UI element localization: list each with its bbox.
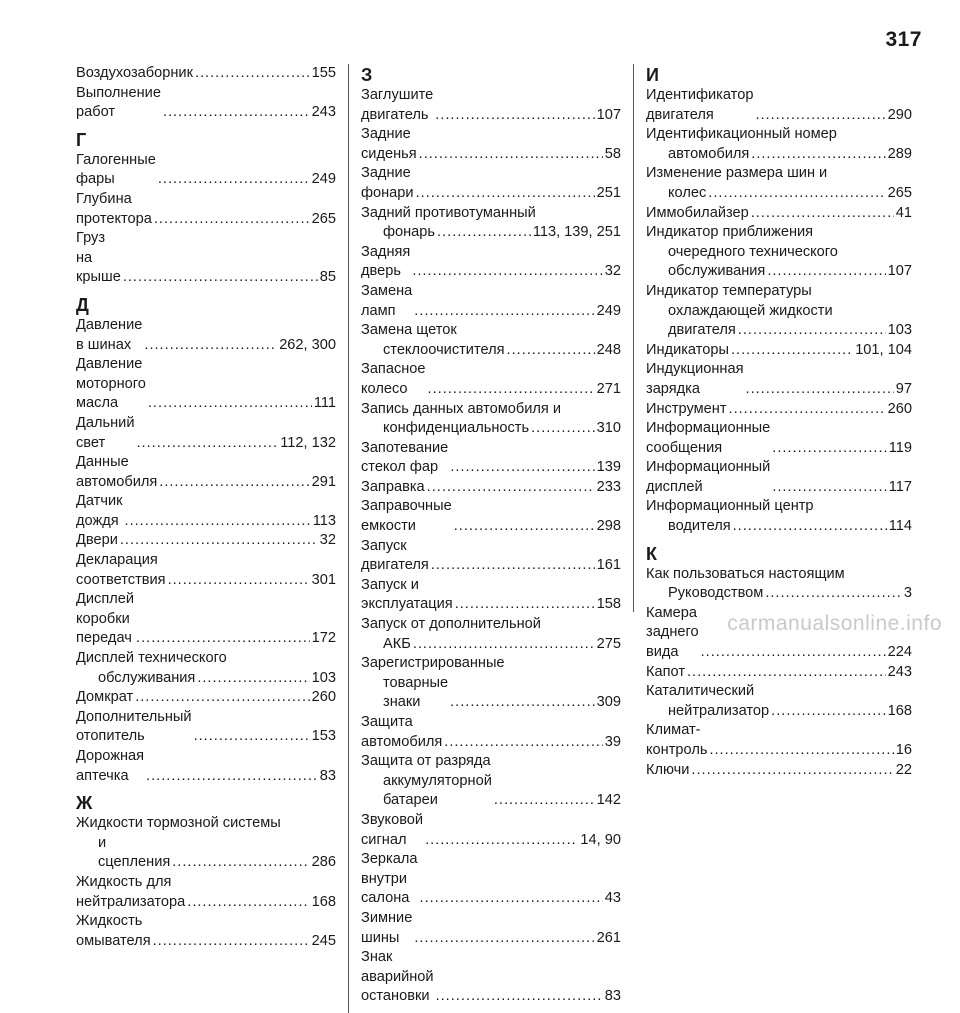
entry-term-line: Декларация соответствия: [76, 552, 166, 588]
leader-dots: [414, 929, 594, 949]
entry-term-line: Камера заднего вида: [646, 604, 703, 661]
index-column-2: [348, 64, 633, 1013]
entry-term-line: Знак аварийной остановки: [361, 949, 438, 1005]
index-group: [361, 64, 621, 1007]
entry-term-line: Дальний свет: [76, 414, 139, 451]
index-entry[interactable]: [646, 223, 912, 282]
index-entry[interactable]: [361, 282, 621, 321]
leader-dots: [738, 321, 886, 341]
entry-term-line: охлаждающей жидкости: [668, 302, 833, 319]
leader-dots: [427, 478, 595, 498]
leader-dots: [729, 400, 886, 420]
leader-dots: [425, 831, 578, 851]
entry-term-line: Воздухозаборник: [76, 65, 193, 81]
entry-pages: 83: [604, 988, 621, 1005]
leader-dots: [125, 512, 311, 532]
entry-pages: 251: [596, 184, 621, 201]
entry-pages: 111: [313, 395, 336, 412]
index-entry[interactable]: [361, 537, 621, 576]
entry-pages: 286: [311, 854, 336, 871]
leader-dots: [436, 987, 603, 1007]
index-group: [76, 294, 336, 786]
leader-dots: [123, 268, 318, 288]
leader-dots: [428, 380, 595, 400]
leader-dots: [158, 170, 310, 190]
index-entry[interactable]: [361, 439, 621, 478]
entry-term-line: обслуживания: [98, 669, 196, 686]
index-entry[interactable]: [361, 811, 621, 850]
leader-dots: [531, 419, 595, 439]
entry-term-line: Задние фонари: [361, 165, 415, 201]
section-letter: К: [646, 543, 657, 564]
index-entry[interactable]: [361, 615, 621, 654]
leader-dots: [454, 517, 595, 537]
entry-term-line: автомобиля: [668, 145, 750, 162]
entry-term-line: Каталитический: [646, 683, 755, 700]
index-entry[interactable]: [361, 86, 621, 125]
index-entry[interactable]: [646, 761, 912, 781]
index-entry[interactable]: [76, 912, 336, 951]
leader-dots: [691, 761, 893, 781]
leader-dots: [414, 302, 594, 322]
entry-term-line: Заглушите двигатель: [361, 87, 438, 123]
leader-dots: [708, 184, 885, 204]
entry-term-line: Информационные сообщения: [646, 420, 775, 456]
entry-pages: 119: [888, 439, 912, 456]
entry-pages: 275: [596, 635, 621, 652]
entry-term-line: Запуск от дополнительной: [361, 616, 541, 633]
entry-pages: 249: [596, 302, 621, 319]
index-entry[interactable]: [361, 850, 621, 909]
entry-term-line: Изменение размера шин и: [646, 165, 828, 182]
index-entry[interactable]: [76, 190, 336, 229]
entry-term-line: обслуживания: [668, 263, 766, 280]
leader-dots: [413, 635, 595, 655]
entry-term-line: Защита автомобиля: [361, 714, 443, 750]
index-entry[interactable]: [76, 64, 336, 84]
entry-pages: 265: [311, 210, 336, 227]
leader-dots: [172, 853, 309, 873]
index-group: [646, 64, 912, 537]
index-group: [646, 543, 912, 781]
entry-pages: 3: [903, 585, 912, 602]
leader-dots: [420, 889, 603, 909]
entry-term-line: нейтрализатор: [668, 702, 770, 719]
entry-pages: 22: [895, 761, 912, 778]
index-entry[interactable]: [361, 164, 621, 203]
index-entry[interactable]: [76, 590, 336, 649]
section-letter: З: [361, 65, 373, 85]
entry-term-line: Жидкости тормозной системы: [76, 815, 281, 832]
entry-pages: 243: [311, 104, 336, 121]
entry-term-line: Капот: [646, 663, 685, 680]
entry-term-line: Защита от разряда: [361, 753, 491, 770]
entry-pages: 43: [604, 890, 621, 907]
entry-pages: 248: [596, 341, 621, 358]
page-number: 317: [885, 28, 922, 51]
leader-dots: [709, 741, 893, 761]
entry-term-line: конфиденциальность: [383, 420, 530, 437]
entry-pages: 260: [887, 400, 912, 417]
entry-term-line: очередного технического: [668, 243, 838, 260]
leader-dots: [153, 932, 310, 952]
leader-dots: [187, 893, 309, 913]
leader-dots: [416, 184, 595, 204]
index-entry[interactable]: [361, 204, 621, 243]
entry-pages: 107: [596, 106, 621, 123]
section-letter: Ж: [76, 793, 93, 814]
entry-pages: 97: [895, 380, 912, 397]
index-entry[interactable]: [361, 497, 621, 536]
entry-term-line: Задняя дверь: [361, 243, 415, 280]
index-entry[interactable]: [646, 282, 912, 341]
entry-pages: 103: [887, 322, 912, 339]
leader-dots: [751, 145, 885, 165]
entry-term-line: Индукционная зарядка: [646, 361, 748, 397]
entry-pages: 260: [311, 689, 336, 706]
index-entry[interactable]: [361, 243, 621, 282]
leader-dots: [144, 336, 277, 356]
index-entry[interactable]: [361, 478, 621, 498]
entry-pages: 85: [319, 269, 336, 286]
entry-pages: 224: [887, 644, 912, 661]
leader-dots: [755, 106, 885, 126]
leader-dots: [148, 394, 312, 414]
entry-term-line: Запуск двигателя: [361, 537, 429, 574]
entry-pages: 139: [596, 459, 621, 476]
entry-term-line: Иммобилайзер: [646, 204, 749, 221]
entry-pages: 112, 132: [280, 434, 336, 451]
index-entry[interactable]: [646, 341, 912, 361]
entry-pages: 291: [311, 473, 336, 490]
index-group: [76, 64, 336, 123]
entry-term-line: двигателя: [668, 322, 736, 339]
entry-pages: 301: [311, 571, 336, 588]
leader-dots: [772, 478, 886, 498]
entry-term-line: Жидкость омывателя: [76, 913, 151, 949]
entry-term-line: Дисплей коробки передач: [76, 591, 139, 647]
index-group: [76, 129, 336, 288]
entry-pages: 101, 104: [855, 341, 912, 358]
entry-pages: 262, 300: [279, 336, 336, 353]
index-entry[interactable]: [76, 688, 336, 708]
leader-dots: [194, 727, 310, 747]
entry-term-line: Задний противотуманный: [361, 204, 536, 221]
entry-term-line: Индикатор температуры: [646, 282, 812, 299]
index-entry[interactable]: [361, 400, 621, 439]
entry-term-line: Климат-контроль: [646, 722, 708, 758]
index-entry[interactable]: [361, 576, 621, 615]
entry-pages: 41: [895, 204, 912, 221]
entry-pages: 107: [887, 263, 912, 280]
entry-term-line: Индикатор приближения: [646, 224, 814, 241]
entry-pages: 290: [887, 106, 912, 123]
leader-dots: [159, 473, 309, 493]
index-entry[interactable]: [646, 497, 912, 536]
entry-pages: 158: [596, 596, 621, 613]
entry-term-line: Дисплей технического: [76, 650, 227, 667]
leader-dots: [431, 556, 595, 576]
entry-term-line: Информационный дисплей: [646, 459, 775, 495]
entry-pages: 168: [311, 893, 336, 910]
entry-pages: 161: [596, 557, 621, 574]
index-entry[interactable]: [76, 229, 336, 288]
index-entry[interactable]: [646, 164, 912, 203]
leader-dots: [154, 210, 310, 230]
entry-term-line: Идентификационный номер: [646, 126, 837, 143]
index-entry[interactable]: [361, 752, 621, 811]
leader-dots: [146, 767, 318, 787]
index-entry[interactable]: [76, 316, 336, 355]
leader-dots: [507, 341, 595, 361]
index-entry[interactable]: [646, 400, 912, 420]
leader-dots: [168, 571, 310, 591]
section-letter: Д: [76, 294, 89, 315]
entry-term-line: Как пользоваться настоящим: [646, 565, 845, 582]
entry-term-line: Звуковой сигнал: [361, 811, 428, 848]
entry-pages: 172: [311, 630, 336, 647]
index-entry[interactable]: [76, 814, 336, 873]
index-entry[interactable]: [361, 909, 621, 948]
entry-pages: 155: [311, 65, 336, 81]
index-entry[interactable]: [646, 204, 912, 224]
entry-term-line: Индикаторы: [646, 341, 729, 358]
leader-dots: [136, 434, 278, 454]
index-entry[interactable]: [76, 84, 336, 123]
entry-pages: 114: [888, 518, 912, 535]
index-entry[interactable]: [76, 551, 336, 590]
index-entry[interactable]: [76, 747, 336, 786]
entry-pages: 103: [311, 669, 336, 686]
index-entry[interactable]: [646, 419, 912, 458]
leader-dots: [450, 458, 594, 478]
leader-dots: [733, 517, 887, 537]
entry-term-line: фонарь: [383, 224, 436, 241]
watermark: carmanualsonline.info: [727, 612, 942, 635]
leader-dots: [746, 380, 894, 400]
index-entry[interactable]: [646, 86, 912, 125]
entry-term-line: АКБ: [383, 635, 411, 652]
entry-pages: 249: [311, 171, 336, 188]
entry-term-line: Информационный центр: [646, 498, 814, 515]
entry-pages: 142: [596, 792, 621, 809]
entry-pages: 83: [319, 767, 336, 784]
leader-dots: [701, 643, 886, 663]
entry-pages: 233: [596, 478, 621, 495]
index-entry[interactable]: [646, 360, 912, 399]
entry-term-line: Жидкость для нейтрализатора: [76, 873, 186, 910]
entry-term-line: водителя: [668, 518, 731, 535]
leader-dots: [412, 262, 602, 282]
index-entry[interactable]: [361, 713, 621, 752]
entry-term-line: колес: [668, 184, 707, 201]
index-entry[interactable]: [361, 360, 621, 399]
leader-dots: [772, 439, 886, 459]
entry-pages: 14, 90: [580, 831, 621, 848]
entry-pages: 32: [604, 263, 621, 280]
entry-pages: 271: [596, 380, 621, 397]
index-entry[interactable]: [76, 649, 336, 688]
entry-pages: 245: [311, 932, 336, 949]
leader-dots: [771, 702, 885, 722]
entry-pages: 58: [604, 145, 621, 162]
index-entry[interactable]: [361, 948, 621, 1007]
entry-term-line: Запасное колесо: [361, 361, 430, 397]
entry-term-line: Заправка: [361, 478, 425, 495]
index-entry[interactable]: [646, 721, 912, 760]
leader-dots: [751, 204, 894, 224]
index-entry[interactable]: [646, 458, 912, 497]
leader-dots: [765, 584, 902, 604]
entry-term-line: Ключи: [646, 761, 690, 778]
leader-dots: [195, 64, 310, 84]
index-entry[interactable]: [76, 492, 336, 531]
entry-term-line: Задние сиденья: [361, 126, 417, 162]
index-entry[interactable]: [76, 355, 336, 414]
index-entry[interactable]: [76, 414, 336, 453]
entry-term-line: стеклоочистителя: [383, 341, 505, 358]
index-entry[interactable]: [361, 321, 621, 360]
entry-term-line: Запуск и эксплуатация: [361, 576, 453, 613]
leader-dots: [135, 688, 309, 708]
entry-term-line: Зимние шины: [361, 909, 417, 946]
index-columns: [76, 64, 912, 1013]
section-letter: Г: [76, 129, 87, 150]
leader-dots: [197, 669, 309, 689]
entry-term-line: Галогенные фары: [76, 151, 160, 188]
leader-dots: [120, 531, 318, 551]
entry-term-line: и сцепления: [98, 834, 171, 871]
entry-term-line: Зарегистрированные: [361, 655, 505, 672]
entry-pages: 261: [596, 929, 621, 946]
entry-pages: 117: [888, 478, 912, 495]
index-entry[interactable]: [646, 125, 912, 164]
entry-term-line: аккумуляторной батареи: [383, 772, 496, 809]
entry-pages: 32: [319, 532, 336, 549]
leader-dots: [136, 629, 310, 649]
entry-term-line: товарные знаки: [383, 674, 453, 711]
entry-term-line: Идентификатор двигателя: [646, 87, 758, 123]
index-entry[interactable]: [76, 531, 336, 551]
leader-dots: [444, 733, 603, 753]
entry-term-line: Давление моторного масла: [76, 356, 150, 412]
leader-dots: [687, 663, 886, 683]
leader-dots: [450, 693, 595, 713]
entry-pages: 16: [895, 742, 912, 758]
entry-pages: 298: [596, 518, 621, 535]
index-entry[interactable]: [646, 682, 912, 721]
index-entry[interactable]: [76, 873, 336, 912]
entry-pages: 113, 139, 251: [532, 224, 621, 241]
entry-term-line: Запись данных автомобиля и: [361, 400, 562, 417]
leader-dots: [494, 791, 595, 811]
entry-term-line: Замена ламп: [361, 282, 417, 319]
entry-pages: 153: [311, 728, 336, 745]
index-entry[interactable]: [361, 125, 621, 164]
entry-term-line: Заправочные емкости: [361, 498, 456, 535]
entry-term-line: Датчик дождя: [76, 493, 127, 529]
index-group: [76, 792, 336, 951]
entry-term-line: Двери: [76, 532, 118, 549]
index-entry[interactable]: [361, 654, 621, 713]
leader-dots: [163, 103, 310, 123]
leader-dots: [455, 595, 595, 615]
leader-dots: [731, 341, 853, 361]
entry-term-line: Запотевание стекол фар: [361, 439, 453, 476]
entry-term-line: Дополнительный отопитель: [76, 708, 196, 745]
index-entry[interactable]: [76, 453, 336, 492]
entry-term-line: Дорожная аптечка: [76, 748, 149, 784]
entry-term-line: Груз на крыше: [76, 230, 121, 286]
entry-term-line: Замена щеток: [361, 322, 457, 339]
index-entry[interactable]: [646, 565, 912, 604]
leader-dots: [767, 262, 885, 282]
entry-term-line: Домкрат: [76, 689, 134, 706]
entry-term-line: Инструмент: [646, 400, 727, 417]
index-entry[interactable]: [646, 663, 912, 683]
entry-pages: 309: [596, 694, 621, 711]
entry-pages: 243: [887, 663, 912, 680]
index-entry[interactable]: [76, 708, 336, 747]
entry-term-line: Давление в шинах: [76, 316, 147, 353]
section-letter: И: [646, 65, 659, 85]
index-entry[interactable]: [76, 151, 336, 190]
entry-pages: 289: [887, 145, 912, 162]
entry-pages: 168: [887, 702, 912, 719]
leader-dots: [435, 106, 594, 126]
entry-term-line: Выполнение работ: [76, 84, 166, 121]
entry-term-line: Руководством: [668, 585, 764, 602]
entry-term-line: Глубина протектора: [76, 190, 152, 227]
entry-pages: 265: [887, 184, 912, 201]
entry-pages: 310: [596, 420, 621, 437]
entry-term-line: Зеркала внутри салона: [361, 851, 422, 907]
leader-dots: [437, 223, 531, 243]
entry-pages: 39: [604, 733, 621, 750]
index-column-1: [76, 64, 348, 1013]
entry-term-line: Данные автомобиля: [76, 454, 158, 490]
leader-dots: [419, 145, 603, 165]
entry-pages: 113: [312, 512, 336, 529]
